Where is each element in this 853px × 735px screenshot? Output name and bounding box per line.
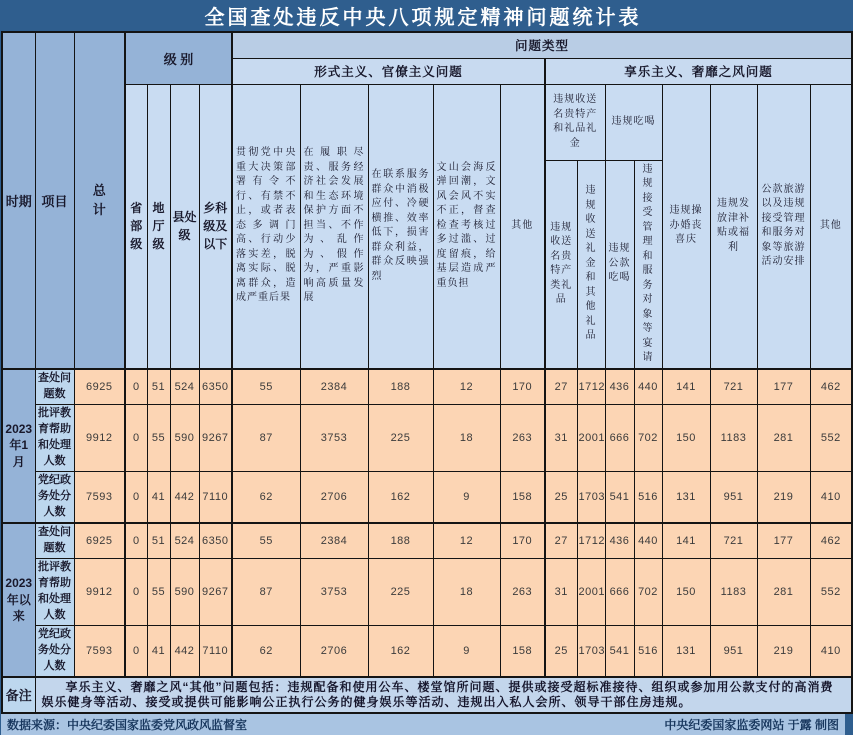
- header-total-label: 总计: [92, 182, 106, 218]
- data-cell: 51: [147, 369, 170, 405]
- header-level-province: 省部级: [125, 84, 147, 369]
- data-cell: 552: [810, 405, 852, 472]
- data-cell: 18: [433, 559, 500, 626]
- data-cell: 158: [500, 625, 545, 676]
- data-cell: 462: [810, 523, 852, 559]
- data-cell: 55: [147, 405, 170, 472]
- data-cell: 9: [433, 471, 500, 522]
- data-cell: 2706: [300, 625, 368, 676]
- data-cell: 219: [757, 625, 810, 676]
- data-cell: 462: [810, 369, 852, 405]
- data-cell: 7110: [199, 625, 232, 676]
- data-cell: 225: [368, 405, 433, 472]
- data-cell: 0: [125, 369, 147, 405]
- header-period: 时期: [2, 32, 35, 369]
- footer-bar: [1, 714, 845, 735]
- credit-text: 中央纪委国家监委网站 于露 制图: [664, 717, 839, 732]
- data-cell: 1703: [577, 471, 605, 522]
- header-hedonism-other: 其他: [810, 84, 852, 369]
- data-cell: 666: [605, 405, 634, 472]
- data-cell: 263: [500, 405, 545, 472]
- header-hedonism-allowances: 违规发放津补贴或福利: [710, 84, 757, 369]
- data-cell: 410: [810, 471, 852, 522]
- data-cell: 9267: [199, 559, 232, 626]
- header-hedonism-weddings: 违规操办婚丧喜庆: [662, 84, 710, 369]
- row-label: 党纪政务处分人数: [35, 471, 74, 522]
- page-title: 全国查处违反中央八项规定精神问题统计表: [1, 0, 845, 31]
- data-cell: 541: [605, 625, 634, 676]
- data-cell: 131: [662, 471, 710, 522]
- data-cell: 440: [634, 369, 662, 405]
- table-row: [2, 559, 852, 626]
- data-cell: 590: [170, 405, 199, 472]
- header-item: 项目: [35, 32, 74, 369]
- data-cell: 170: [500, 369, 545, 405]
- header-formalism-col-2: 在履职尽责、服务经济社会发展和生态环境保护方面不担当、不作为、乱作为、假作为，严重影响高质量发展: [300, 84, 368, 369]
- data-source-text: 数据来源：中央纪委国家监委党风政风监督室: [7, 717, 248, 732]
- data-cell: 31: [545, 559, 577, 626]
- data-cell: 12: [433, 523, 500, 559]
- data-cell: 41: [147, 625, 170, 676]
- data-cell: 55: [232, 523, 300, 559]
- data-cell: 7593: [74, 471, 125, 522]
- data-cell: 2001: [577, 405, 605, 472]
- header-hedonism-accept-banquet: 违规接受管理和服务对象等宴请: [634, 160, 662, 369]
- data-cell: 541: [605, 471, 634, 522]
- data-cell: 2384: [300, 523, 368, 559]
- header-hedonism-gifts-cash: 违规收送礼金和其他礼品: [577, 160, 605, 369]
- data-cell: 219: [757, 471, 810, 522]
- data-cell: 524: [170, 523, 199, 559]
- row-label: 党纪政务处分人数: [35, 625, 74, 676]
- table-row: [2, 471, 852, 522]
- data-cell: 25: [545, 471, 577, 522]
- row-label: 查处问题数: [35, 369, 74, 405]
- data-cell: 141: [662, 523, 710, 559]
- header-hedonism-gifts-specialty: 违规收送名贵特产类礼品: [545, 160, 577, 369]
- header-hedonism-gifts-group: 违规收送名贵特产和礼品礼金: [545, 84, 605, 160]
- header-level-township: 乡科级及以下: [199, 84, 232, 369]
- data-cell: 162: [368, 625, 433, 676]
- data-cell: 225: [368, 559, 433, 626]
- header-hedonism-banquet-group: 违规吃喝: [605, 84, 662, 160]
- table-row: [2, 625, 852, 676]
- header-problem-type: 问题类型: [232, 32, 852, 58]
- data-cell: 516: [634, 471, 662, 522]
- data-cell: 9267: [199, 405, 232, 472]
- data-cell: 7593: [74, 625, 125, 676]
- data-cell: 2706: [300, 471, 368, 522]
- header-group-hedonism: 享乐主义、奢靡之风问题: [545, 58, 852, 84]
- remark-label: 备注: [2, 677, 35, 713]
- table-row: [2, 523, 852, 559]
- data-cell: 7110: [199, 471, 232, 522]
- data-cell: 0: [125, 471, 147, 522]
- data-cell: 12: [433, 369, 500, 405]
- data-cell: 1183: [710, 405, 757, 472]
- data-cell: 1183: [710, 559, 757, 626]
- data-cell: 440: [634, 523, 662, 559]
- data-cell: 6925: [74, 523, 125, 559]
- data-cell: 436: [605, 369, 634, 405]
- statistics-table: [1, 31, 853, 714]
- data-cell: 281: [757, 405, 810, 472]
- row-label: 批评教育帮助和处理人数: [35, 405, 74, 472]
- data-cell: 150: [662, 405, 710, 472]
- data-cell: 9912: [74, 559, 125, 626]
- header-formalism-col-4: 文山会海反弹回潮，文风会风不实不正，督查检查考核过多过滥、过度留痕，给基层造成严重负担: [433, 84, 500, 369]
- data-cell: 442: [170, 471, 199, 522]
- data-cell: 177: [757, 369, 810, 405]
- header-hedonism-public-dining: 违规公款吃喝: [605, 160, 634, 369]
- table-row: [2, 405, 852, 472]
- data-cell: 158: [500, 471, 545, 522]
- data-cell: 177: [757, 523, 810, 559]
- data-cell: 590: [170, 559, 199, 626]
- data-cell: 6350: [199, 523, 232, 559]
- data-cell: 281: [757, 559, 810, 626]
- data-cell: 55: [147, 559, 170, 626]
- data-cell: 410: [810, 625, 852, 676]
- data-cell: 0: [125, 625, 147, 676]
- data-cell: 2384: [300, 369, 368, 405]
- header-total: [74, 32, 125, 369]
- data-cell: 6350: [199, 369, 232, 405]
- data-cell: 141: [662, 369, 710, 405]
- period-cell: 2023年1月: [2, 369, 35, 523]
- data-cell: 0: [125, 405, 147, 472]
- data-cell: 9912: [74, 405, 125, 472]
- data-cell: 552: [810, 559, 852, 626]
- data-cell: 702: [634, 559, 662, 626]
- data-cell: 1712: [577, 369, 605, 405]
- data-cell: 951: [710, 471, 757, 522]
- header-level: 级 别: [125, 32, 232, 84]
- data-cell: 51: [147, 523, 170, 559]
- data-cell: 27: [545, 369, 577, 405]
- data-cell: 702: [634, 405, 662, 472]
- period-cell: 2023年以来: [2, 523, 35, 677]
- data-cell: 9: [433, 625, 500, 676]
- data-cell: 62: [232, 625, 300, 676]
- header-level-county: 县处级: [170, 84, 199, 369]
- header-group-formalism: 形式主义、官僚主义问题: [232, 58, 545, 84]
- data-cell: 666: [605, 559, 634, 626]
- data-cell: 524: [170, 369, 199, 405]
- header-formalism-col-1: 贯彻党中央重大决策部署有令不行、有禁不止，或者表态多调门高、行动少落实差，脱离实际、脱离群众，造成严重后果: [232, 84, 300, 369]
- data-cell: 1712: [577, 523, 605, 559]
- data-cell: 263: [500, 559, 545, 626]
- data-cell: 436: [605, 523, 634, 559]
- data-cell: 55: [232, 369, 300, 405]
- table-row: [2, 369, 852, 405]
- data-cell: 0: [125, 523, 147, 559]
- header-formalism-other: 其他: [500, 84, 545, 369]
- data-cell: 0: [125, 559, 147, 626]
- data-cell: 162: [368, 471, 433, 522]
- row-label: 查处问题数: [35, 523, 74, 559]
- data-cell: 721: [710, 369, 757, 405]
- data-cell: 170: [500, 523, 545, 559]
- data-cell: 3753: [300, 559, 368, 626]
- data-cell: 150: [662, 559, 710, 626]
- data-cell: 1703: [577, 625, 605, 676]
- data-cell: 41: [147, 471, 170, 522]
- data-cell: 87: [232, 405, 300, 472]
- remark-row: [2, 677, 852, 713]
- data-cell: 87: [232, 559, 300, 626]
- data-cell: 31: [545, 405, 577, 472]
- data-cell: 188: [368, 523, 433, 559]
- remark-text: 享乐主义、奢靡之风“其他”问题包括：违规配备和使用公车、楼堂馆所问题、提供或接受超标准接待、组织或参加用公款支付的高消费娱乐健身等活动、接受或提供可能影响公正执行公务的健身娱乐等活动、违规出入私人会所、领导干部住房违规。: [35, 677, 852, 713]
- header-level-prefecture: 地厅级: [147, 84, 170, 369]
- header-hedonism-travel: 公款旅游以及违规接受管理和服务对象等旅游活动安排: [757, 84, 810, 369]
- data-cell: 27: [545, 523, 577, 559]
- data-cell: 188: [368, 369, 433, 405]
- data-cell: 442: [170, 625, 199, 676]
- data-cell: 18: [433, 405, 500, 472]
- data-cell: 951: [710, 625, 757, 676]
- row-label: 批评教育帮助和处理人数: [35, 559, 74, 626]
- data-cell: 516: [634, 625, 662, 676]
- data-cell: 6925: [74, 369, 125, 405]
- data-cell: 3753: [300, 405, 368, 472]
- data-cell: 62: [232, 471, 300, 522]
- data-cell: 2001: [577, 559, 605, 626]
- header-formalism-col-3: 在联系服务群众中消极应付、冷硬横推、效率低下，损害群众利益，群众反映强烈: [368, 84, 433, 369]
- data-cell: 131: [662, 625, 710, 676]
- data-cell: 721: [710, 523, 757, 559]
- data-cell: 25: [545, 625, 577, 676]
